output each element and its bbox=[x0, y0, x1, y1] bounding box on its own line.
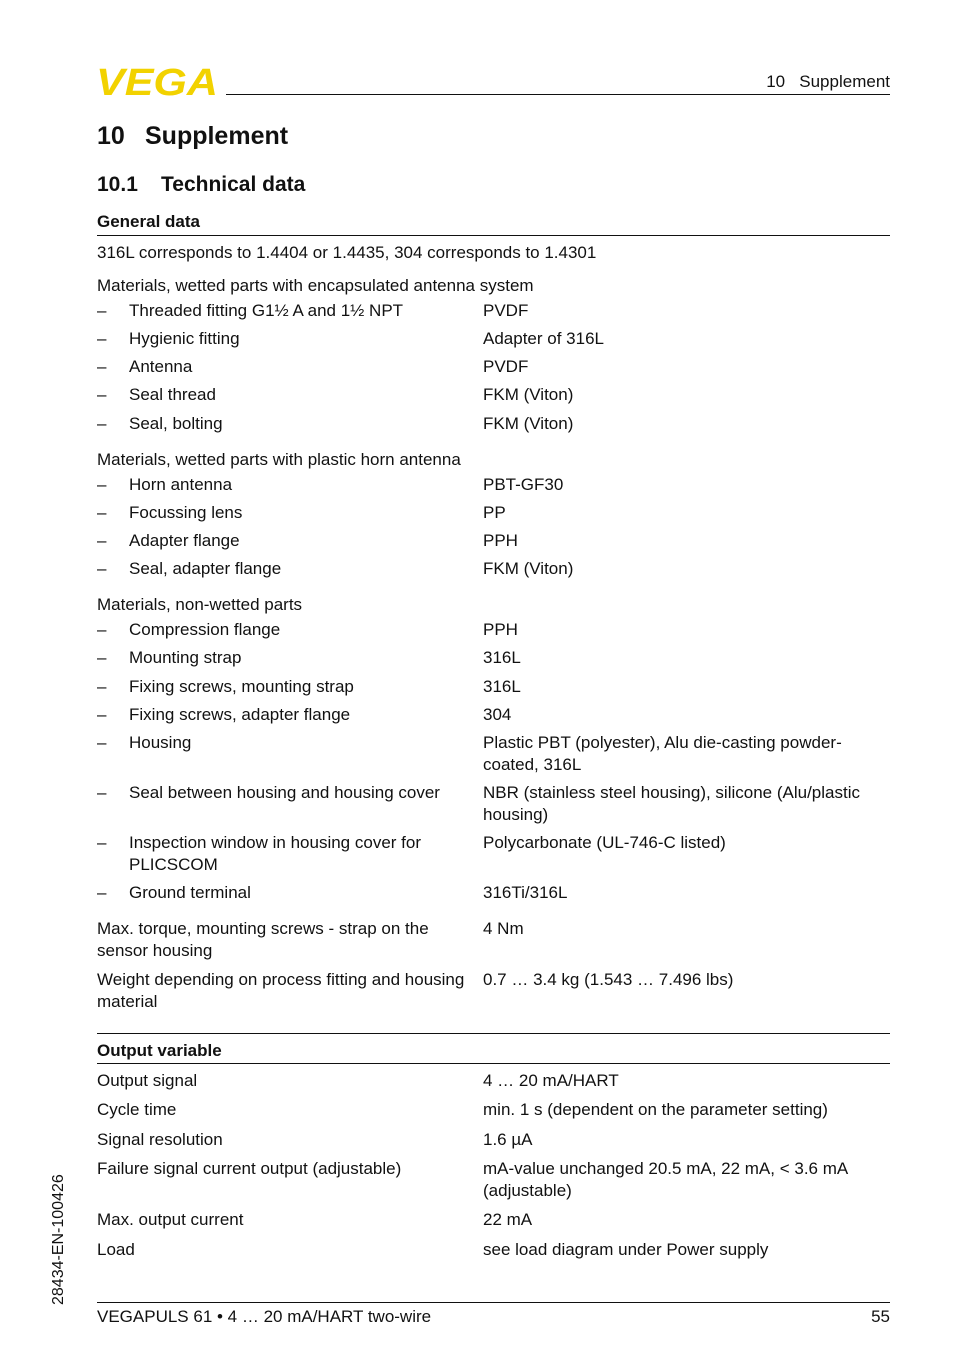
subchapter-title: Technical data bbox=[161, 173, 306, 196]
group-title: Materials, non-wetted parts bbox=[97, 595, 303, 614]
output-heading-rule bbox=[97, 1063, 890, 1064]
group-title: Materials, wetted parts with encapsulated antenna system bbox=[97, 276, 534, 295]
chapter-title: Supplement bbox=[145, 122, 289, 150]
general-data-rule bbox=[97, 235, 890, 236]
general-data-heading: General data bbox=[97, 212, 200, 231]
chapter-number: 10 bbox=[97, 122, 125, 150]
footer-product: VEGAPULS 61 • 4 … 20 mA/HART two-wire bbox=[97, 1307, 432, 1326]
header-rule bbox=[226, 94, 890, 95]
document-id: 28434-EN-100426 bbox=[50, 1174, 67, 1305]
footer-rule bbox=[97, 1302, 890, 1303]
svg-text:VEGA: VEGA bbox=[96, 64, 218, 98]
output-variable-heading: Output variable bbox=[97, 1041, 222, 1060]
group-title: Materials, wetted parts with plastic horn antenna bbox=[97, 450, 461, 469]
material-note: 316L corresponds to 1.4404 or 1.4435, 304 corresponds to 1.4301 bbox=[97, 243, 597, 262]
output-top-rule bbox=[97, 1033, 890, 1034]
header-section-title: 10 Supplement bbox=[766, 72, 890, 91]
vega-logo bbox=[96, 64, 220, 98]
subchapter-heading bbox=[97, 173, 305, 197]
page-number: 55 bbox=[871, 1307, 890, 1326]
subchapter-number: 10.1 bbox=[97, 173, 138, 196]
chapter-heading bbox=[97, 122, 288, 151]
